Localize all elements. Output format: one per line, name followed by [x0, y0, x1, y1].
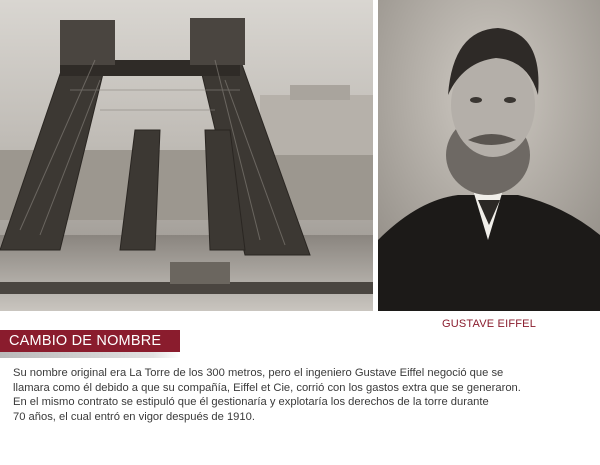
body-line: llamara como él debido a que su compañía, Eiffel et Cie, corrió con los gastos extra que se generaron. — [13, 381, 521, 394]
body-paragraph — [13, 366, 598, 424]
construction-photo — [0, 0, 373, 311]
section-title: CAMBIO DE NOMBRE — [0, 330, 180, 352]
gustave-eiffel-portrait-image — [378, 0, 600, 311]
portrait-photo — [378, 0, 600, 311]
body-line: Su nombre original era La Torre de los 300 metros, pero el ingeniero Gustave Eiffel negoció que se — [13, 367, 504, 379]
body-line: 70 años, el cual entró en vigor después de 1910. — [13, 410, 255, 423]
eiffel-tower-construction-image — [0, 0, 373, 311]
section-title-underline — [0, 352, 180, 358]
body-line: En el mismo contrato se estipuló que él gestionaría y explotaría los derechos de la torre durante — [13, 396, 489, 409]
portrait-caption: GUSTAVE EIFFEL — [441, 318, 537, 330]
